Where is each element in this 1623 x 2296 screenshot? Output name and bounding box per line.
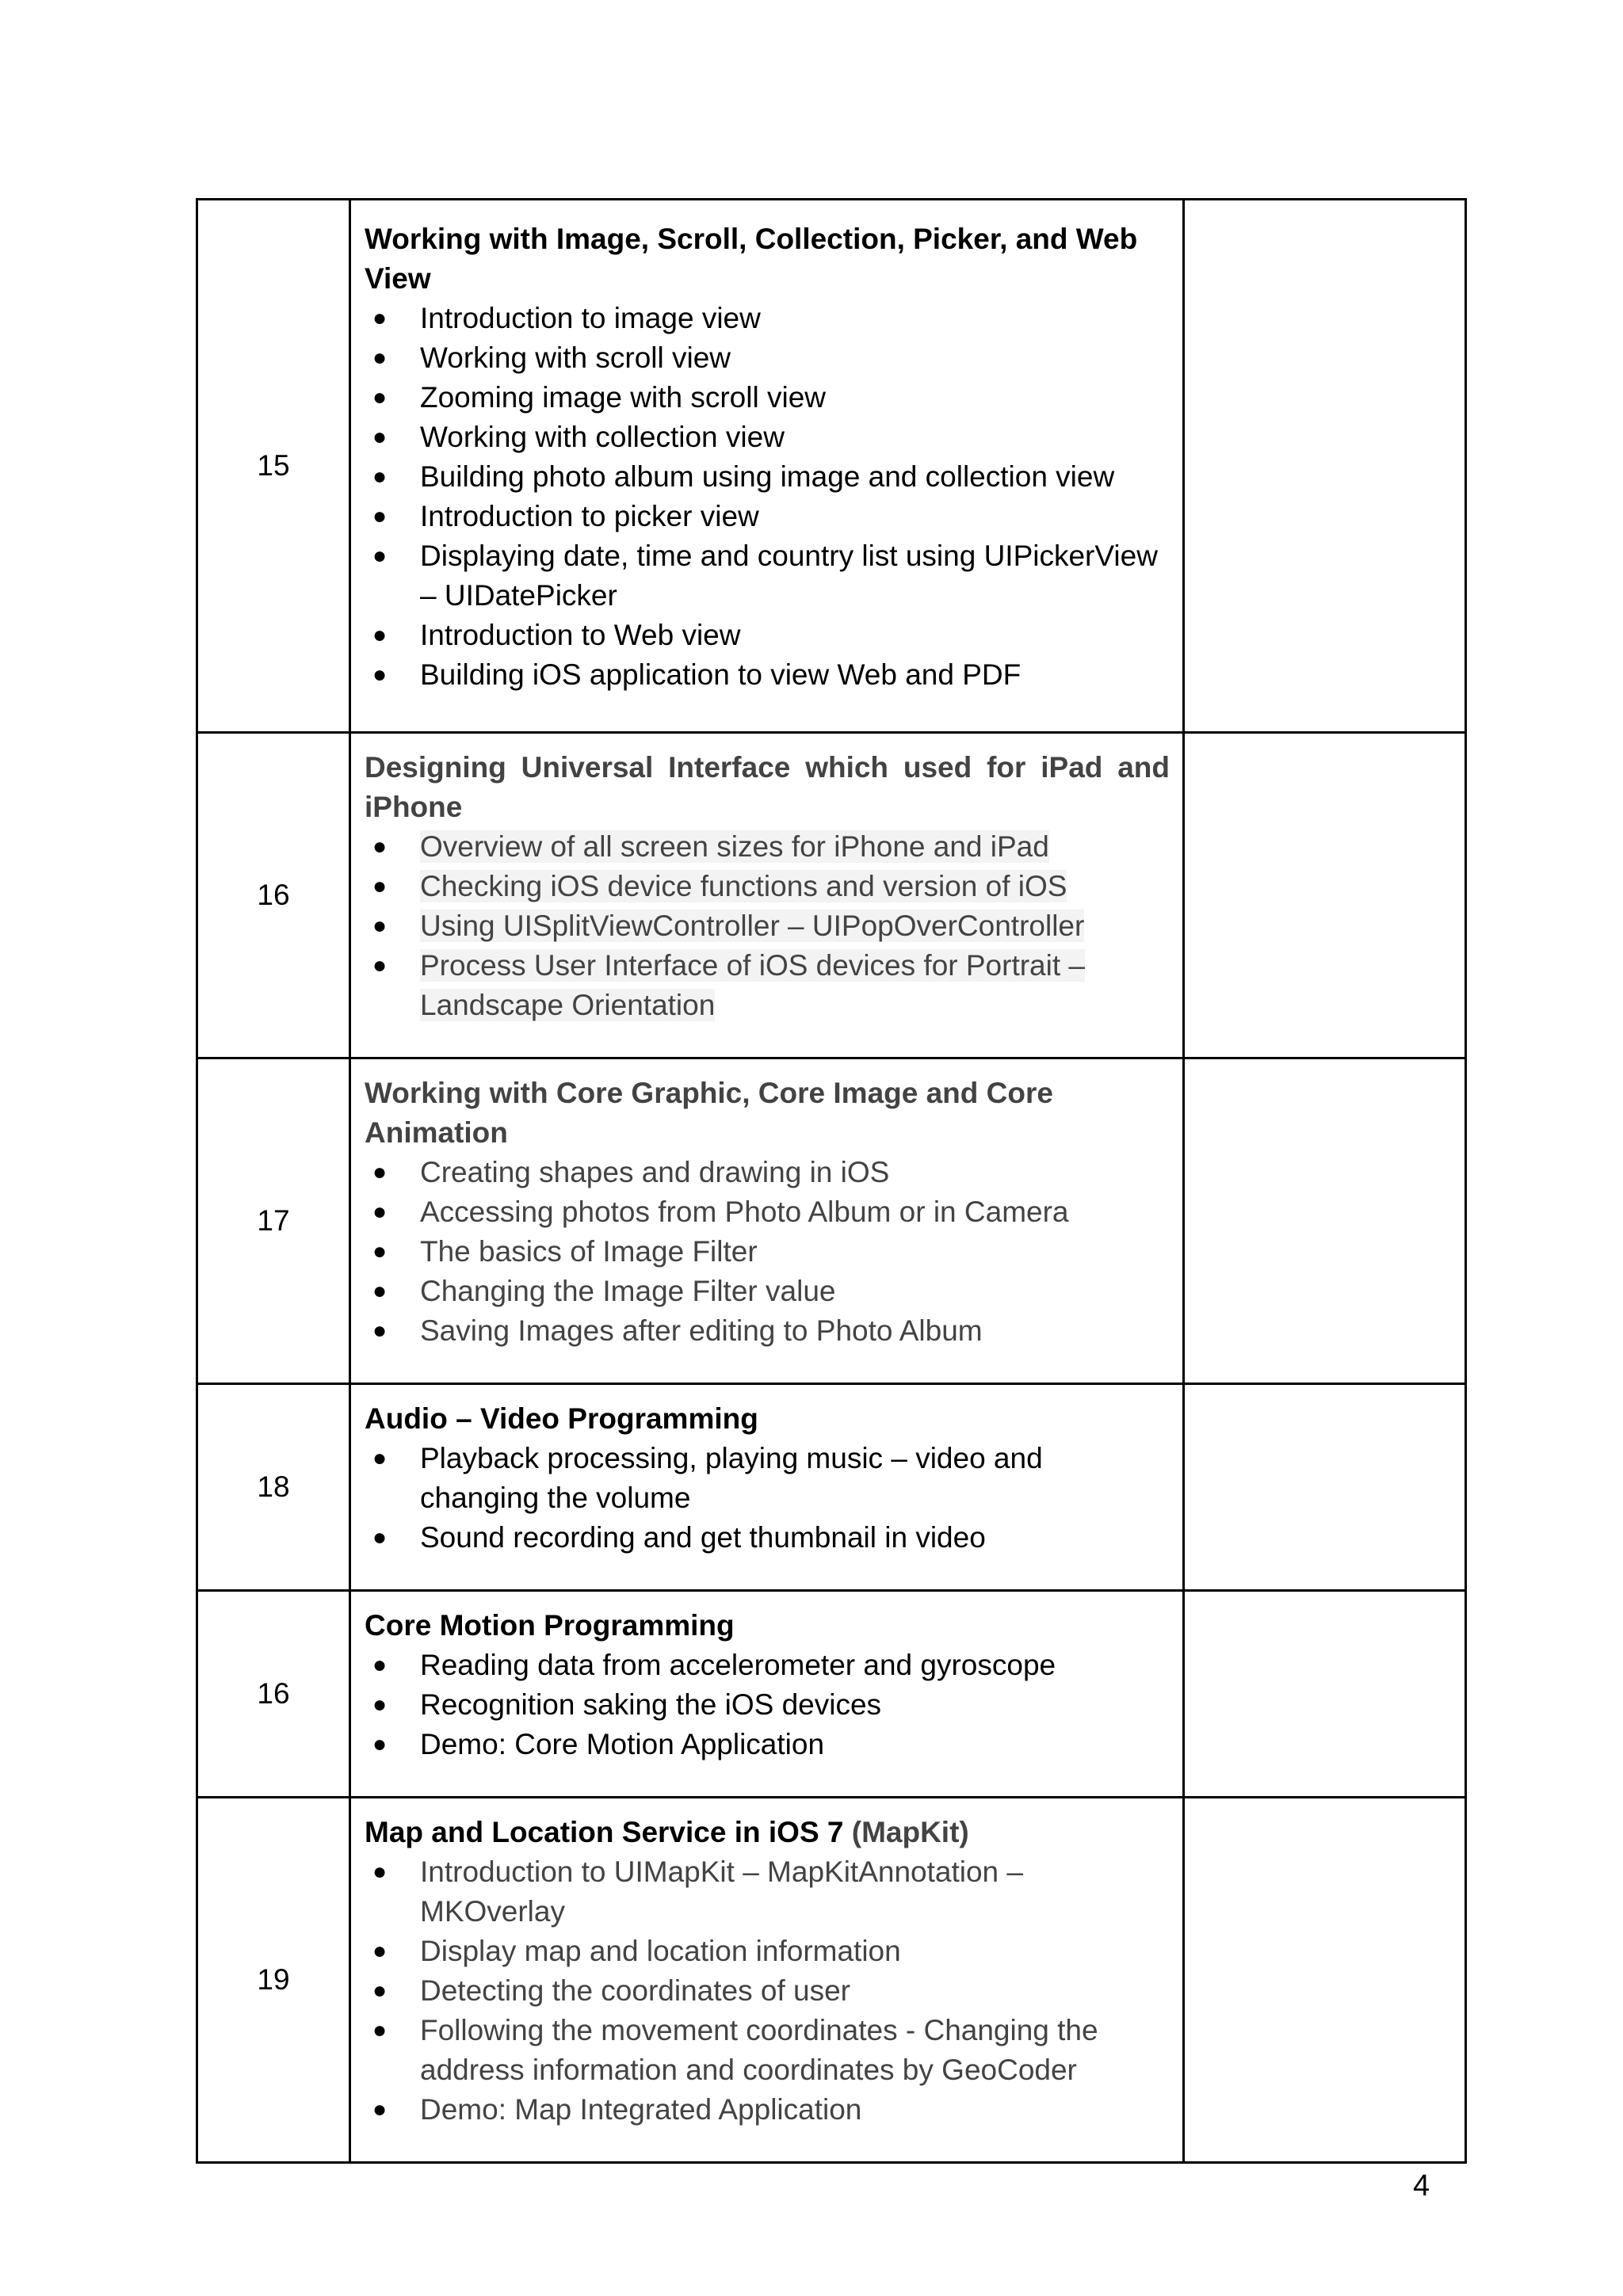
list-item: ● Recognition saking the iOS devices: [365, 1685, 1170, 1725]
empty-cell: [1184, 200, 1466, 733]
row-number: 18: [197, 1384, 350, 1591]
topic-list: [365, 1153, 1170, 1351]
list-item: ● Zooming image with scroll view: [365, 378, 1170, 418]
list-item: ● Demo: Core Motion Application: [365, 1725, 1170, 1764]
row-number: 16: [197, 1591, 350, 1798]
topic-heading: Designing Universal Interface which used for iPad and iPhone: [365, 751, 1170, 823]
bullet-icon: ●: [372, 1278, 388, 1304]
topic-heading-main: Map and Location Service in iOS 7: [365, 1816, 844, 1848]
bullet-icon: ●: [372, 305, 388, 331]
empty-cell: [1184, 1798, 1466, 2163]
list-item: ● Introduction to picker view: [365, 497, 1170, 536]
table-row: [197, 1058, 1466, 1384]
bullet-icon: ●: [372, 1159, 388, 1185]
bullet-icon: ●: [372, 424, 388, 450]
bullet-icon: ●: [372, 503, 388, 529]
empty-cell: [1184, 1058, 1466, 1384]
topic-heading: Working with Core Graphic, Core Image and Core Animation: [365, 1077, 1053, 1149]
topic-list: [365, 1852, 1170, 2130]
bullet-icon: ●: [372, 833, 388, 860]
topic-heading: Core Motion Programming: [365, 1609, 735, 1642]
empty-cell: [1184, 1384, 1466, 1591]
row-number: 17: [197, 1058, 350, 1384]
bullet-icon: ●: [372, 384, 388, 410]
list-item: ● Detecting the coordinates of user: [365, 1971, 1170, 2011]
bullet-icon: ●: [372, 463, 388, 490]
topic-list: [365, 1646, 1170, 1764]
bullet-icon: ●: [372, 1859, 388, 1885]
bullet-icon: ●: [372, 1445, 388, 1471]
bullet-icon: ●: [372, 1199, 388, 1225]
topic-heading: Working with Image, Scroll, Collection, Picker, and Web View: [365, 223, 1138, 295]
bullet-icon: ●: [372, 1731, 388, 1757]
list-item: ● The basics of Image Filter: [365, 1232, 1170, 1272]
list-item: ● Demo: Map Integrated Application: [365, 2090, 1170, 2130]
bullet-icon: ●: [372, 2017, 388, 2043]
list-item: ● Changing the Image Filter value: [365, 1272, 1170, 1311]
topic-list: [365, 299, 1170, 695]
bullet-icon: ●: [372, 913, 388, 939]
topic-list: [365, 1439, 1170, 1558]
list-item: ● Working with scroll view: [365, 338, 1170, 378]
list-item: ● Process User Interface of iOS devices for Portrait – Landscape Orientation: [365, 946, 1170, 1025]
table-row: [197, 1798, 1466, 2163]
topic-list: [365, 827, 1170, 1025]
row-content: [350, 1591, 1184, 1798]
table-row: [197, 200, 1466, 733]
list-item: ● Working with collection view: [365, 418, 1170, 457]
page-number: 4: [1413, 2169, 1430, 2203]
row-number: 15: [197, 200, 350, 733]
list-item: ● Introduction to image view: [365, 299, 1170, 338]
list-item: ● Playback processing, playing music – video and changing the volume: [365, 1439, 1170, 1518]
bullet-icon: ●: [372, 1652, 388, 1678]
bullet-icon: ●: [372, 873, 388, 899]
list-item: ● Building iOS application to view Web and PDF: [365, 655, 1170, 695]
list-item: ● Building photo album using image and collection view: [365, 457, 1170, 497]
list-item: ● Displaying date, time and country list using UIPickerView – UIDatePicker: [365, 536, 1170, 616]
list-item: ● Overview of all screen sizes for iPhone and iPad: [365, 827, 1170, 867]
table-row: [197, 1591, 1466, 1798]
bullet-icon: ●: [372, 1524, 388, 1550]
row-content: [350, 1384, 1184, 1591]
bullet-icon: ●: [372, 1691, 388, 1718]
list-item: ● Introduction to Web view: [365, 616, 1170, 655]
empty-cell: [1184, 733, 1466, 1058]
list-item: ● Creating shapes and drawing in iOS: [365, 1153, 1170, 1192]
list-item: ● Accessing photos from Photo Album or in Camera: [365, 1192, 1170, 1232]
list-item: ● Using UISplitViewController – UIPopOverController: [365, 906, 1170, 946]
bullet-icon: ●: [372, 1938, 388, 1964]
row-number: 16: [197, 733, 350, 1058]
row-content: [350, 1058, 1184, 1384]
list-item: ● Checking iOS device functions and version of iOS: [365, 867, 1170, 906]
topic-heading-suffix: (MapKit): [851, 1816, 969, 1848]
bullet-icon: ●: [372, 1238, 388, 1264]
bullet-icon: ●: [372, 1318, 388, 1344]
row-content: [350, 200, 1184, 733]
row-content: [350, 733, 1184, 1058]
bullet-icon: ●: [372, 622, 388, 648]
row-content: [350, 1798, 1184, 2163]
bullet-icon: ●: [372, 345, 388, 371]
list-item: ● Saving Images after editing to Photo Album: [365, 1311, 1170, 1351]
bullet-icon: ●: [372, 952, 388, 978]
list-item: ● Introduction to UIMapKit – MapKitAnnotation – MKOverlay: [365, 1852, 1170, 1932]
list-item: ● Following the movement coordinates - Changing the address information and coordinates by GeoCoder: [365, 2011, 1170, 2090]
topic-heading: [365, 1813, 1170, 1852]
table-row: [197, 733, 1466, 1058]
row-number: 19: [197, 1798, 350, 2163]
syllabus-table: [196, 198, 1467, 2164]
list-item: ● Display map and location information: [365, 1932, 1170, 1971]
topic-heading: Audio – Video Programming: [365, 1402, 758, 1435]
bullet-icon: ●: [372, 2096, 388, 2122]
table-row: [197, 1384, 1466, 1591]
bullet-icon: ●: [372, 1978, 388, 2004]
list-item: ● Sound recording and get thumbnail in video: [365, 1518, 1170, 1558]
list-item: ● Reading data from accelerometer and gyroscope: [365, 1646, 1170, 1685]
bullet-icon: ●: [372, 543, 388, 569]
bullet-icon: ●: [372, 662, 388, 688]
empty-cell: [1184, 1591, 1466, 1798]
